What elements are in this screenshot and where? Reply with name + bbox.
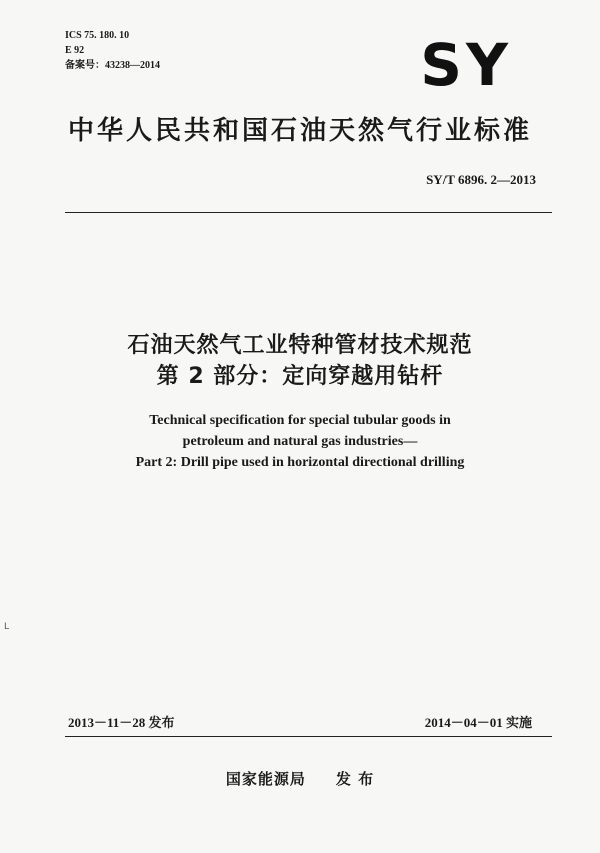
top-divider — [65, 212, 552, 213]
sy-logo: SY — [420, 31, 512, 99]
title-en-line1: Technical specification for special tubular goods in — [149, 413, 451, 428]
issuer-action: 发 布 — [335, 770, 375, 788]
title-en-line3: Part 2: Drill pipe used in horizontal directional drilling — [135, 455, 465, 470]
margin-mark: L — [4, 622, 10, 632]
org-title: 中华人民共和国石油天然气行业标准 — [67, 116, 532, 146]
issuer-name: 国家能源局 — [225, 770, 306, 788]
bottom-divider — [65, 736, 552, 737]
ics-code: ICS 75. 180. 10 — [65, 30, 130, 41]
classification-block — [65, 28, 160, 73]
record-number: 备案号：43238—2014 — [65, 60, 160, 71]
issue-date: 2013－11－28 发布 — [68, 715, 175, 730]
issuer-line — [0, 768, 600, 789]
effective-date: 2014－04－01 实施 — [424, 715, 532, 730]
title-en-line2: petroleum and natural gas industries— — [182, 434, 418, 449]
class-code: E 92 — [65, 45, 85, 56]
standard-number: SY/T 6896. 2—2013 — [426, 172, 536, 187]
title-cn-line2: 第 2 部分：定向穿越用钻杆 — [156, 364, 444, 389]
title-cn-line1: 石油天然气工业特种管材技术规范 — [127, 333, 473, 358]
